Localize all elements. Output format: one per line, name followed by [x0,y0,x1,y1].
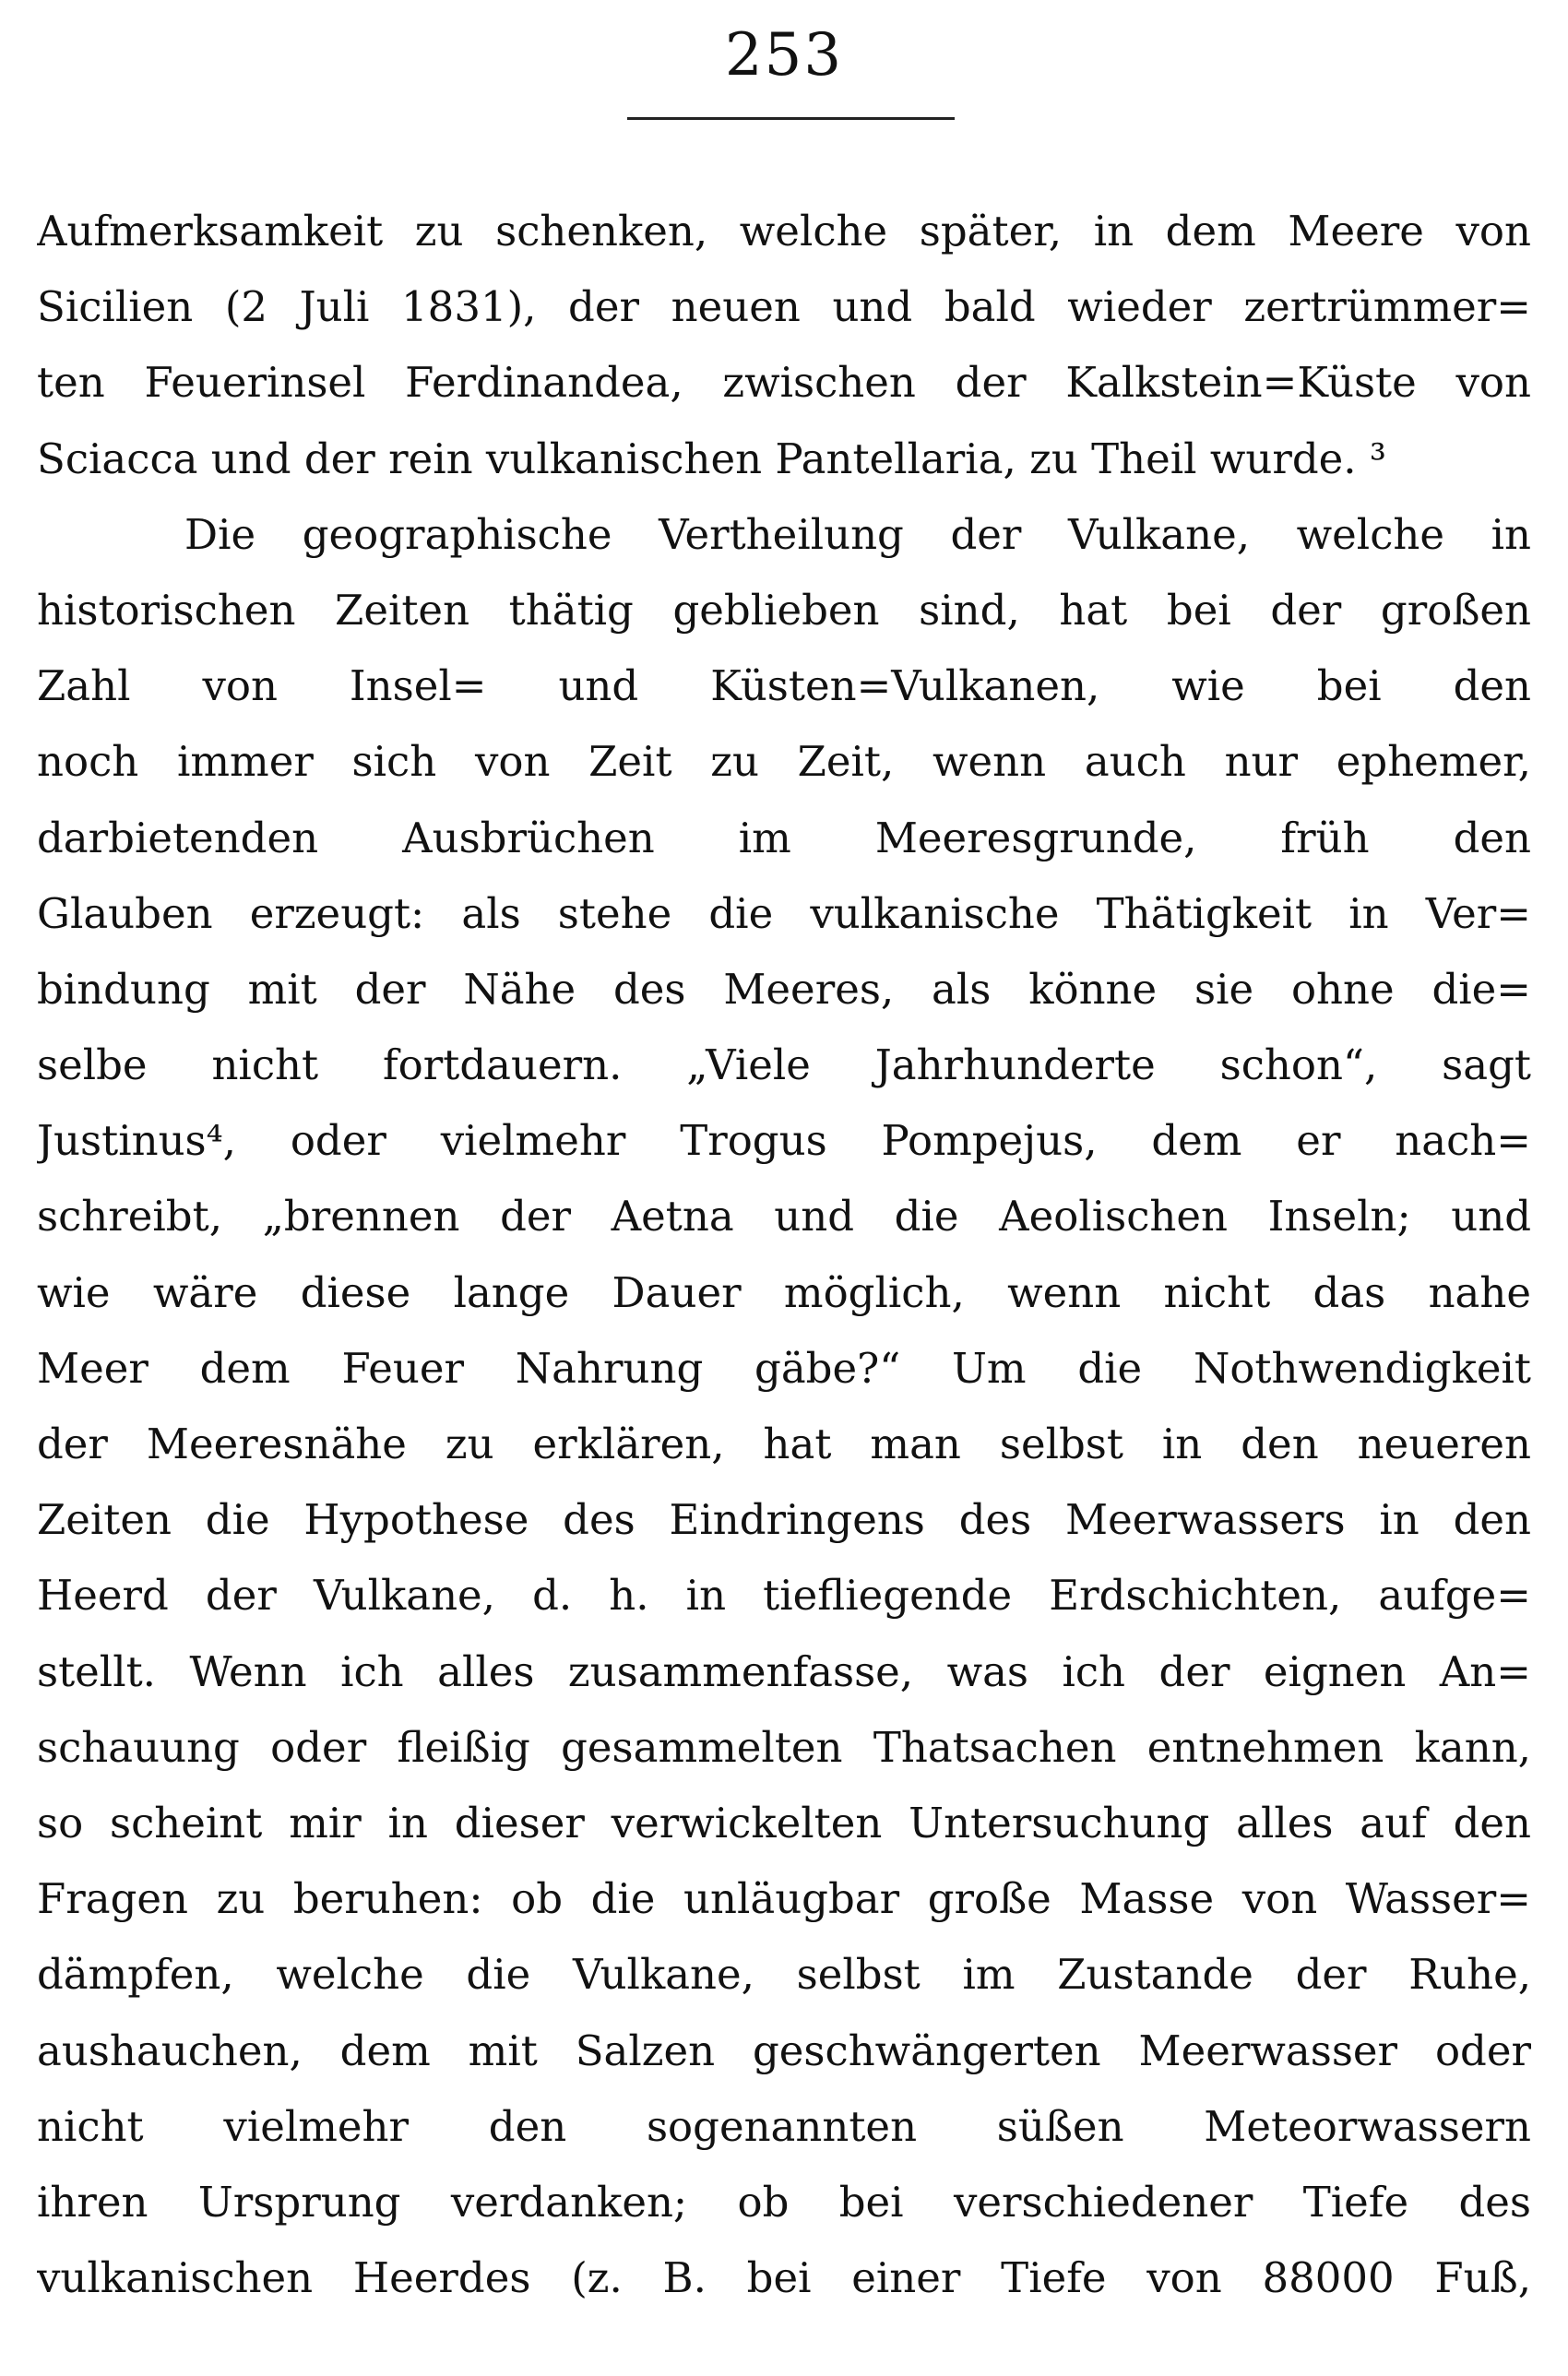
text-line: schreibt, „brennen der Aetna und die Aeolischen Inseln; und [37,1192,1531,1241]
text-line: der Meeresnähe zu erklären, hat man selbst in den neueren [37,1420,1531,1468]
text-line: darbietenden Ausbrüchen im Meeresgrunde, früh den [37,813,1531,862]
text-line: selbe nicht fortdauern. „Viele Jahrhunderte schon“, sagt [37,1040,1531,1090]
text-line: Fragen zu beruhen: ob die unläugbar große Masse von Wasser= [37,1874,1531,1924]
text-line: wie wäre diese lange Dauer möglich, wenn nicht das nahe [37,1267,1531,1317]
text-line: ihren Ursprung verdanken; ob bei verschiedener Tiefe des [37,2177,1531,2227]
text-line: noch immer sich von Zeit zu Zeit, wenn auch nur ephemer, [37,737,1531,787]
text-line: Aufmerksamkeit zu schenken, welche später, in dem Meere von [37,207,1531,255]
header-rule [627,117,955,120]
text-line: Sciacca und der rein vulkanischen Pantellaria, zu Theil wurde. ³ [37,434,1386,483]
text-line: stellt. Wenn ich alles zusammenfasse, was ich der eignen An= [37,1646,1531,1696]
text-line: Sicilien (2 Juli 1831), der neuen und bald wieder zertrümmer= [37,282,1531,332]
text-line: dämpfen, welche die Vulkane, selbst im Zustande der Ruhe, [37,1950,1531,2000]
text-line: Heerd der Vulkane, d. h. in tiefliegende Erdschichten, aufge= [37,1571,1531,1621]
text-line: nicht vielmehr den sogenannten süßen Meteorwassern [37,2101,1531,2151]
text-line: schauung oder fleißig gesammelten Thatsachen entnehmen kann, [37,1722,1531,1772]
text-line: Zeiten die Hypothese des Eindringens des Meerwassers in den [37,1495,1531,1545]
text-line: bindung mit der Nähe des Meeres, als könne sie ohne die= [37,964,1531,1014]
text-line: Justinus⁴, oder vielmehr Trogus Pompejus, dem er nach= [37,1116,1531,1166]
text-line: historischen Zeiten thätig geblieben sind, hat bei der großen [37,585,1531,635]
text-line: Die geographische Vertheilung der Vulkane, welche in [184,509,1531,559]
text-line: so scheint mir in dieser verwickelten Untersuchung alles auf den [37,1798,1531,1847]
text-line: aushauchen, dem mit Salzen geschwängerten Meerwasser oder [37,2026,1531,2075]
text-line: Meer dem Feuer Nahrung gäbe?“ Um die Nothwendigkeit [37,1343,1531,1393]
body-text [37,194,1531,2316]
text-line: vulkanischen Heerdes (z. B. bei einer Tiefe von 88000 Fuß, [37,2253,1531,2303]
page-number: 253 [724,21,844,89]
text-line: Glauben erzeugt: als stehe die vulkanische Thätigkeit in Ver= [37,888,1531,938]
text-line: ten Feuerinsel Ferdinandea, zwischen der Kalkstein=Küste von [37,358,1531,408]
text-line: Zahl von Insel= und Küsten=Vulkanen, wie bei den [37,661,1531,711]
